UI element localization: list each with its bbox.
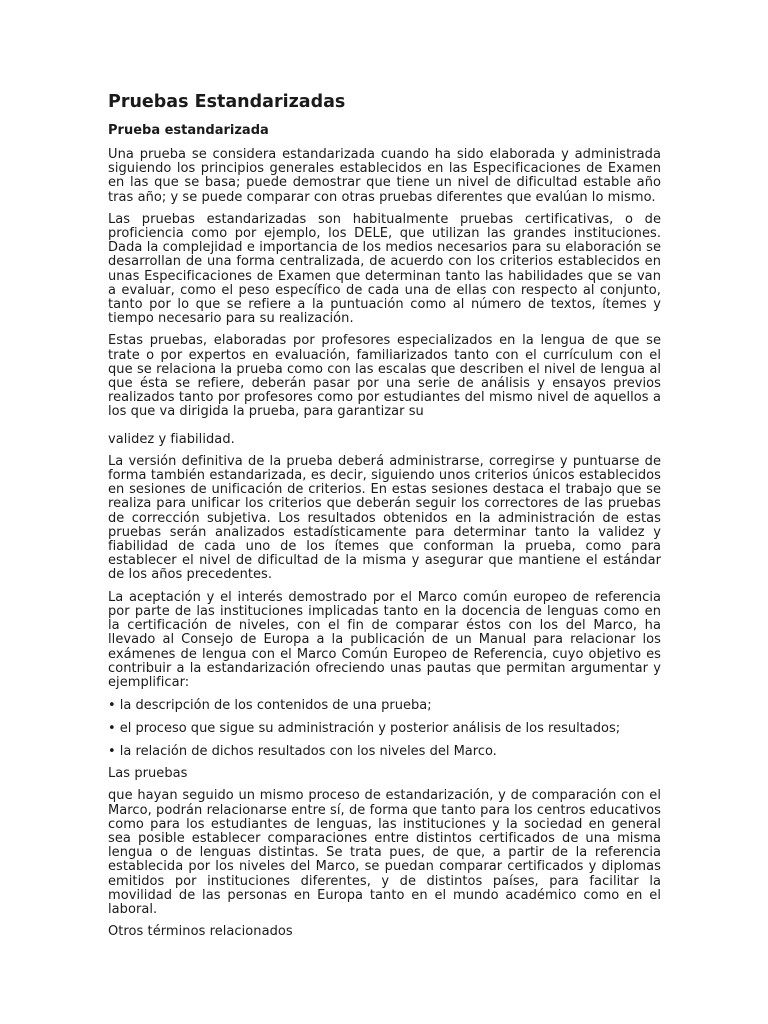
section-subtitle: Prueba estandarizada — [108, 123, 269, 138]
paragraph-final-version: La versión definitiva de la prueba deberá administrarse, corregirse y puntuarse de forma también estandarizada, es decir, siguiendo unos criterios únicos establecidos en sesiones de unificación de criterios. En estas sesiones destaca el trabajo que se realiza para unificar los criterios que deberán seguir los correctores de las pruebas de corrección subjetiva. Los resultados obtenidos en la administración de estas pruebas serán analizados estadísticamente para determinar tanto la validez y fiabilidad de cada uno de los ítemes que conforman la prueba, como para establecer el nivel de dificultad de la misma y asegurar que mantiene el estándar de los años precedentes. — [108, 453, 661, 583]
bullet-item: • la relación de dichos resultados con los niveles del Marco. — [108, 744, 497, 760]
paragraph-definition: Una prueba se considera estandarizada cuando ha sido elaborada y administrada siguiendo los principios generales establecidos en las Especificaciones de Examen en las que se basa; puede demostrar que tiene un nivel de dificultad estable año tras año; y se puede comparar con otras pruebas diferentes que evalúan lo mismo. — [108, 147, 661, 205]
paragraph-validity: validez y fiabilidad. — [108, 431, 235, 447]
paragraph-comparison: que hayan seguido un mismo proceso de estandarización, y de comparación con el Marco, podrán relacionarse entre sí, de forma que tanto para los centros educativos como para los estudiantes de lenguas, las instituciones y la sociedad en general sea posible establecer comparaciones entre distintos certificados de una misma lengua o de lenguas distintas. Se trata pues, de que, a partir de la referencia establecida por los niveles del Marco, se puedan comparar certificados y diplomas emitidos por instituciones diferentes, y de distintos países, para facilitar la movilidad de las personas en Europa tanto en el mundo académico como en el laboral. — [108, 788, 661, 917]
bullet-item: • la descripción de los contenidos de una prueba; — [108, 698, 432, 714]
document-page — [108, 90, 661, 947]
paragraph-certification: Las pruebas estandarizadas son habitualmente pruebas certificativas, o de proficiencia como por ejemplo, los DELE, que utilizan las grandes instituciones. Dada la complejidad e importancia de los medios necesarios para su elaboración se desarrollan de una forma centralizada, de acuerdo con los criterios establecidos en unas Especificaciones de Examen que determinan tanto las habilidades que se van a evaluar, como el peso específico de cada una de ellas con respecto al conjunto, tanto por lo que se refiere a la puntuación como al número de textos, ítemes y tiempo necesario para su realización. — [108, 211, 661, 327]
bullet-item: • el proceso que sigue su administración y posterior análisis de los resultados; — [108, 721, 621, 737]
document-title: Pruebas Estandarizadas — [108, 92, 346, 112]
paragraph-framework: La aceptación y el interés demostrado por el Marco común europeo de referencia por parte de las instituciones implicadas tanto en la docencia de lenguas como en la certificación de niveles, con el fin de comparar éstos con los del Marco, ha llevado al Consejo de Europa a la publicación de un Manual para relacionar los exámenes de lengua con el Marco Común Europeo de Referencia, cuyo objetivo es contribuir a la estandarización ofreciendo unas pautas que permitan argumentar y ejemplificar: — [108, 589, 661, 690]
paragraph-elaboration: Estas pruebas, elaboradas por profesores especializados en la lengua de que se trate o por expertos en evaluación, familiarizados tanto con el currículum con el que se relaciona la prueba como con las escalas que describen el nivel de lengua al que ésta se refiere, deberán pasar por una serie de análisis y ensayos previos realizados tanto por profesores como por estudiantes del mismo nivel de aquellos a los que va dirigida la prueba, para garantizar su — [108, 333, 661, 420]
related-terms-heading: Otros términos relacionados — [108, 924, 293, 940]
paragraph-las-pruebas: Las pruebas — [108, 766, 188, 782]
